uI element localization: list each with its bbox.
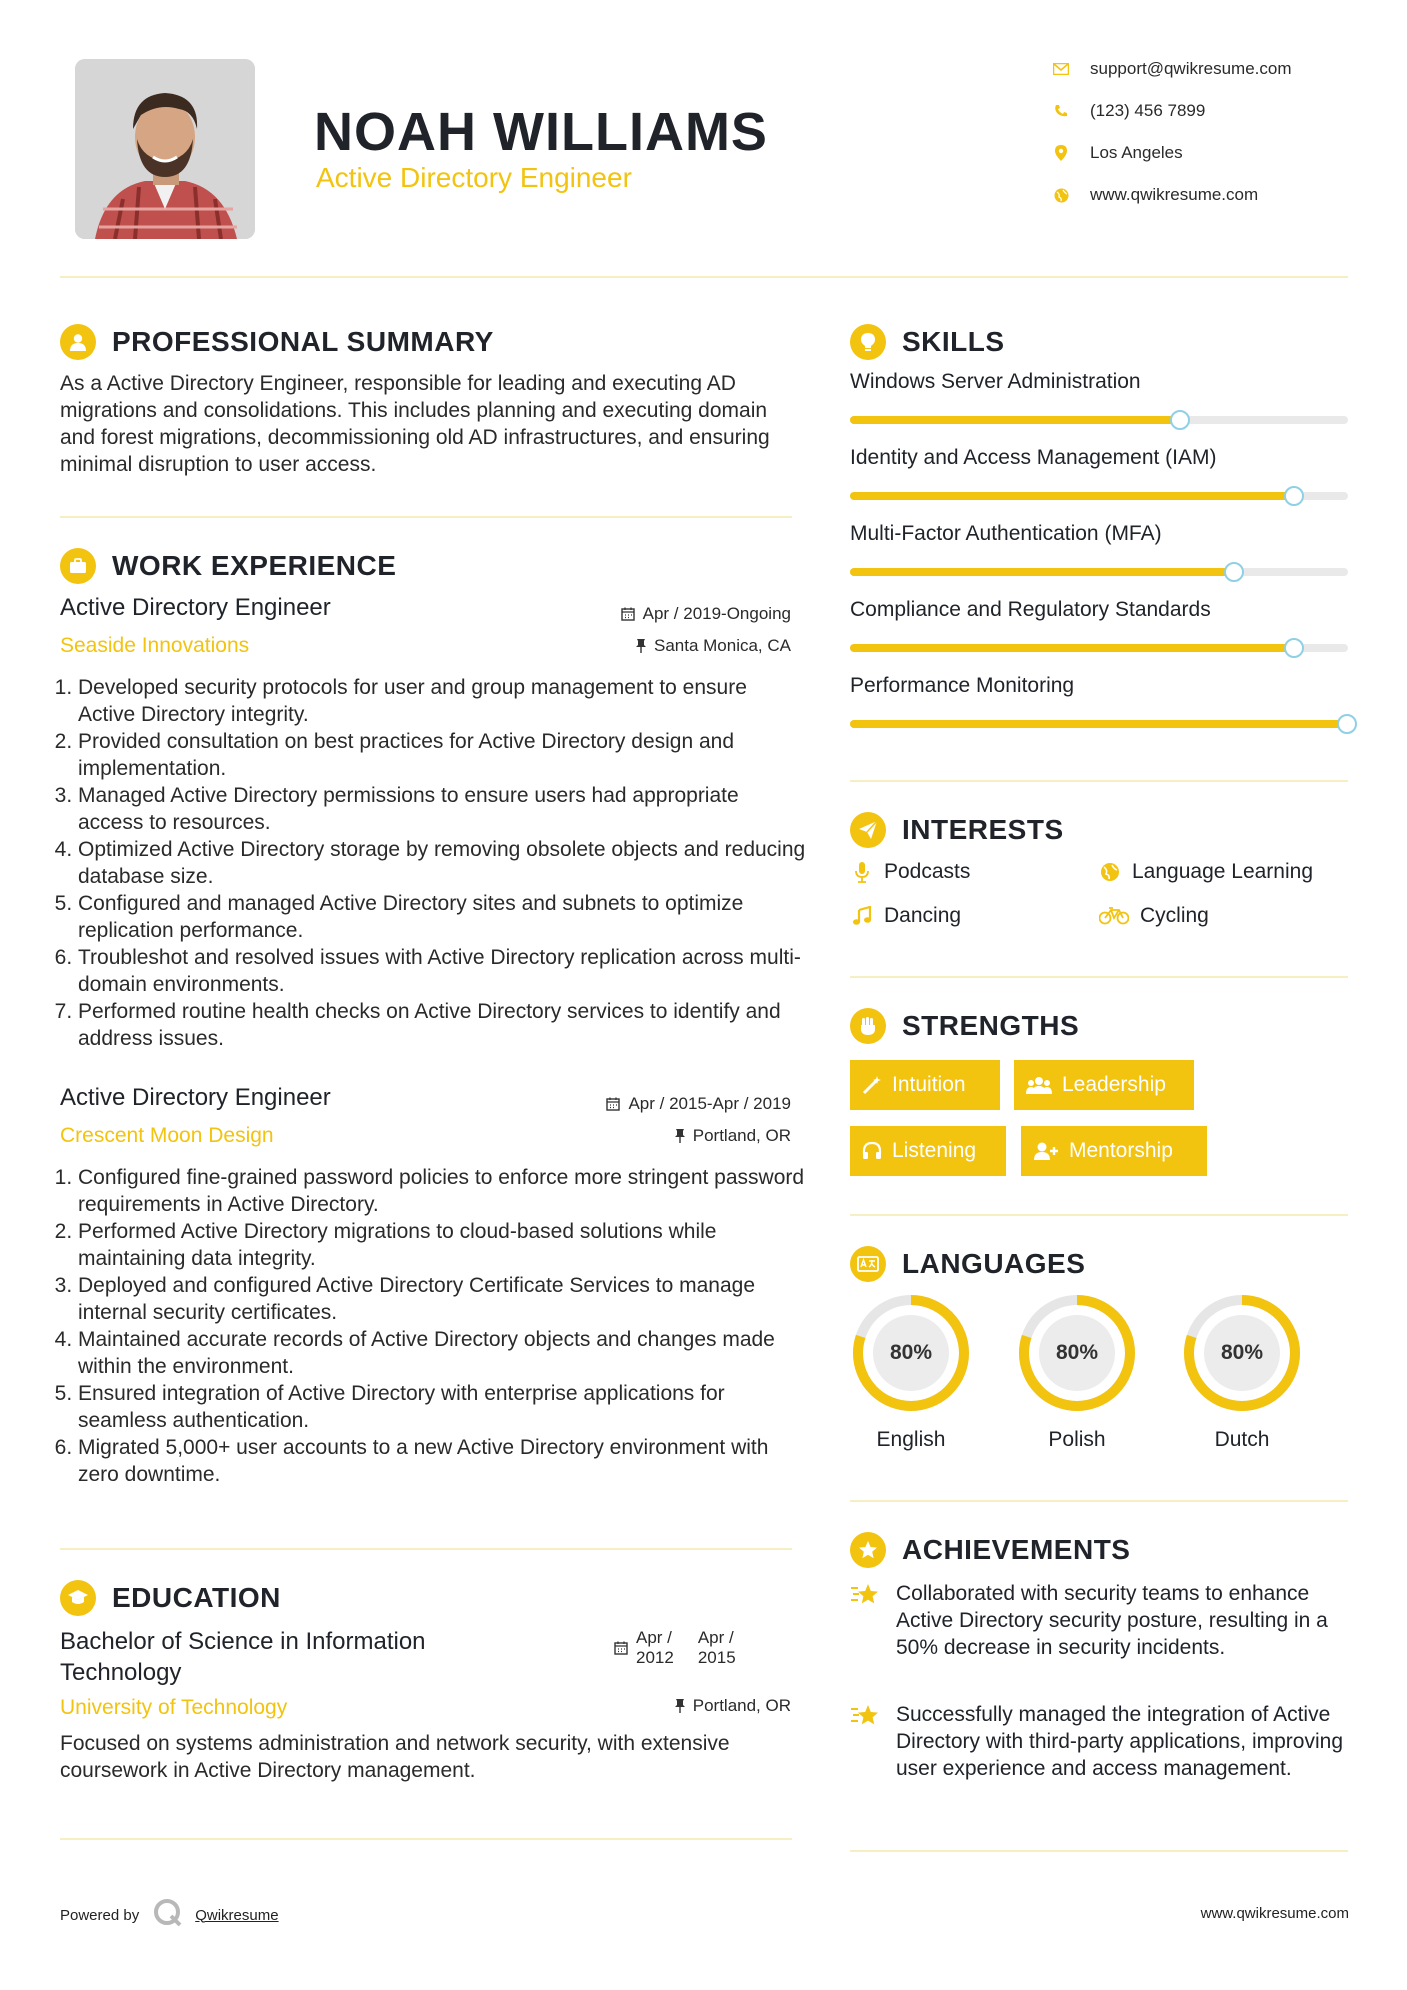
profile-photo [75,59,255,239]
languages-title: LANGUAGES [902,1248,1086,1279]
interests-divider [850,976,1348,978]
phone-icon [1052,102,1070,120]
achievement-text: Successfully managed the integration of Active Directory with third-party applications, improving user experience and access management. [896,1703,1343,1780]
calendar-icon [614,1640,628,1660]
map-pin-icon [1052,144,1070,162]
graduation-cap-icon [60,1580,96,1616]
interest-item-podcasts [850,860,970,884]
strength-tag-leadership [1014,1060,1194,1110]
list-item: 7. Performed routine health checks on Active Directory services to identify and address issues. [78,998,808,1052]
skill-bar-fill [850,568,1233,576]
list-item: 1. Developed security protocols for user and group management to ensure Active Directory integrity. [78,674,808,728]
strengths-title: STRENGTHS [902,1010,1080,1041]
language-name: Dutch [1214,1428,1270,1451]
list-item: 5. Ensured integration of Active Directory with enterprise applications for seamless authentication. [78,1380,808,1434]
pin-icon [675,1699,685,1713]
job-1-location [491,636,791,656]
job-2-location [491,1126,791,1146]
interest-item-cycling [1098,904,1209,928]
strengths-divider [850,1214,1348,1216]
achievements-heading [850,1532,1130,1568]
language-ring [850,1292,972,1414]
skill-name: Performance Monitoring [850,674,1075,697]
education-school: University of Technology [60,1696,288,1719]
skill-bar [850,720,1348,728]
language-icon [850,1246,886,1282]
contact-website-text: www.qwikresume.com [1090,185,1259,204]
language-percent: 80% [889,1341,933,1364]
interest-item-dancing [850,904,961,928]
pin-icon [675,1129,685,1143]
paper-plane-icon [850,812,886,848]
list-item: 6. Migrated 5,000+ user accounts to a new Active Directory environment with zero downtime. [78,1434,808,1488]
job-2-title: Active Directory Engineer [60,1084,331,1111]
skills-divider [850,780,1348,782]
skill-bar-fill [850,492,1293,500]
envelope-icon [1052,60,1070,78]
language-ring [1181,1292,1303,1414]
contact-website[interactable] [1052,185,1258,205]
job-1-location-text: Santa Monica, CA [653,636,791,655]
skill-bar [850,568,1348,576]
education-title: EDUCATION [112,1582,281,1613]
list-item: 1. Configured fine-grained password policies to enforce more stringent password requirements in Active Directory. [78,1164,808,1218]
education-end-year: 2015 [697,1648,736,1667]
microphone-icon [850,861,874,883]
education-degree-line2: Technology [60,1659,182,1686]
job-1-bullets [60,674,808,1052]
skill-name: Compliance and Regulatory Standards [850,598,1211,621]
experience-heading [60,548,396,584]
contact-phone-text: (123) 456 7899 [1090,101,1206,120]
contact-email-text: support@qwikresume.com [1090,59,1292,78]
job-2-date-text: Apr / 2015-Apr / 2019 [628,1094,791,1113]
language-percent: 80% [1055,1341,1099,1364]
education-degree [60,1626,426,1688]
footer-brand-link[interactable]: Qwikresume [195,1906,279,1924]
candidate-name: NOAH WILLIAMS [314,102,768,162]
lightbulb-icon [850,324,886,360]
job-1-date-text: Apr / 2019-Ongoing [642,604,791,623]
list-item: 2. Provided consultation on best practices for Active Directory design and implementation. [78,728,808,782]
experience-divider [60,1548,792,1550]
job-2-bullets [60,1164,808,1488]
interests-title: INTERESTS [902,814,1064,845]
skill-name: Identity and Access Management (IAM) [850,446,1217,469]
bicycle-icon [1098,907,1130,925]
candidate-role: Active Directory Engineer [316,162,632,193]
education-divider [60,1838,792,1840]
skill-bar-handle [1284,638,1304,658]
users-icon [1026,1075,1052,1095]
achievements-divider [850,1850,1348,1852]
strength-tag-listening [850,1126,1006,1176]
education-end-month: Apr / [697,1628,734,1647]
education-text: Focused on systems administration and network security, with extensive coursework in Active Directory management. [60,1732,730,1782]
contact-phone[interactable] [1052,101,1205,121]
skill-name: Multi-Factor Authentication (MFA) [850,522,1162,545]
languages-heading [850,1246,1085,1282]
education-start-month: Apr / [636,1628,672,1647]
job-2-company: Crescent Moon Design [60,1124,274,1147]
job-2-date [491,1094,791,1114]
strengths-heading [850,1008,1079,1044]
skill-bar-handle [1284,486,1304,506]
header-divider [60,276,1348,278]
interest-item-language-learning [1098,860,1313,884]
interests-heading [850,812,1064,848]
list-item: 6. Troubleshot and resolved issues with Active Directory replication across multi-domain environments. [78,944,808,998]
briefcase-icon [60,548,96,584]
strength-label: Listening [892,1139,977,1162]
education-dates [614,1628,736,1668]
skill-bar-fill [850,416,1179,424]
education-start [636,1628,674,1668]
qwikresume-logo-icon [153,1898,183,1932]
achievement-item [850,1701,1350,1782]
skill-bar [850,416,1348,424]
skill-bar-handle [1170,410,1190,430]
star-burst-icon [850,1701,884,1782]
interest-label: Dancing [884,904,962,927]
list-item: 5. Configured and managed Active Directory sites and subnets to optimize replication performance. [78,890,808,944]
education-start-year: 2012 [636,1648,674,1667]
user-icon [60,324,96,360]
raised-fist-icon [850,1008,886,1044]
list-item: 4. Maintained accurate records of Active Directory objects and changes made within the environment. [78,1326,808,1380]
summary-title: PROFESSIONAL SUMMARY [112,326,494,357]
language-ring [1016,1292,1138,1414]
language-percent: 80% [1220,1341,1264,1364]
strength-tag-mentorship [1021,1126,1207,1176]
skill-bar-fill [850,644,1293,652]
achievements-title: ACHIEVEMENTS [902,1534,1131,1565]
pin-icon [636,639,646,653]
globe-icon [1098,862,1122,882]
job-1-company: Seaside Innovations [60,634,250,657]
education-end [698,1628,736,1668]
interest-label: Cycling [1140,904,1209,927]
skill-bar-fill [850,720,1348,728]
star-burst-icon [850,1580,884,1661]
summary-text: As a Active Directory Engineer, responsible for leading and executing AD migrations and consolidations. This includes planning and executing domain and forest migrations, decommissioning old AD infrastructures, and ensuring minimal disruption to user access. [60,372,770,476]
strength-label: Intuition [892,1073,966,1096]
user-plus-icon [1033,1141,1059,1161]
skills-heading [850,324,1005,360]
music-note-icon [850,906,874,926]
list-item: 2. Performed Active Directory migrations to cloud-based solutions while maintaining data integrity. [78,1218,808,1272]
skill-bar-handle [1337,714,1357,734]
skill-name: Windows Server Administration [850,370,1141,393]
magic-wand-icon [862,1075,882,1095]
education-location-text: Portland, OR [692,1696,791,1715]
skill-bar [850,644,1348,652]
education-location [491,1696,791,1716]
summary-heading [60,324,494,360]
skill-bar [850,492,1348,500]
job-2-location-text: Portland, OR [692,1126,791,1145]
footer-powered-by-text: Powered by [60,1906,140,1924]
strength-label: Mentorship [1069,1139,1173,1162]
footer-powered-by [60,1898,279,1932]
interest-label: Language Learning [1132,860,1314,883]
contact-location-text: Los Angeles [1090,143,1183,162]
skills-title: SKILLS [902,326,1005,357]
strength-tag-intuition [850,1060,1000,1110]
star-icon [850,1532,886,1568]
interest-label: Podcasts [884,860,971,883]
calendar-icon [621,607,635,621]
contact-location [1052,143,1183,163]
footer-site[interactable]: www.qwikresume.com [1200,1905,1349,1922]
language-name: Polish [1048,1428,1106,1451]
list-item: 4. Optimized Active Directory storage by removing obsolete objects and reducing database size. [78,836,808,890]
education-heading [60,1580,281,1616]
achievement-text: Collaborated with security teams to enhance Active Directory security posture, resulting in a 50% decrease in security incidents. [896,1582,1328,1659]
strength-label: Leadership [1062,1073,1166,1096]
list-item: 3. Deployed and configured Active Directory Certificate Services to manage internal security certificates. [78,1272,808,1326]
skill-bar-handle [1224,562,1244,582]
language-name: English [876,1428,946,1451]
experience-title: WORK EXPERIENCE [112,550,397,581]
globe-icon [1052,186,1070,204]
languages-divider [850,1500,1348,1502]
contact-email[interactable] [1052,59,1292,79]
calendar-icon [606,1097,620,1111]
achievement-item [850,1580,1350,1661]
list-item: 3. Managed Active Directory permissions to ensure users had appropriate access to resources. [78,782,808,836]
summary-divider [60,516,792,518]
job-1-title: Active Directory Engineer [60,594,331,621]
job-1-date [491,604,791,624]
education-degree-line1: Bachelor of Science in Information [60,1628,426,1655]
headphones-icon [862,1141,882,1161]
